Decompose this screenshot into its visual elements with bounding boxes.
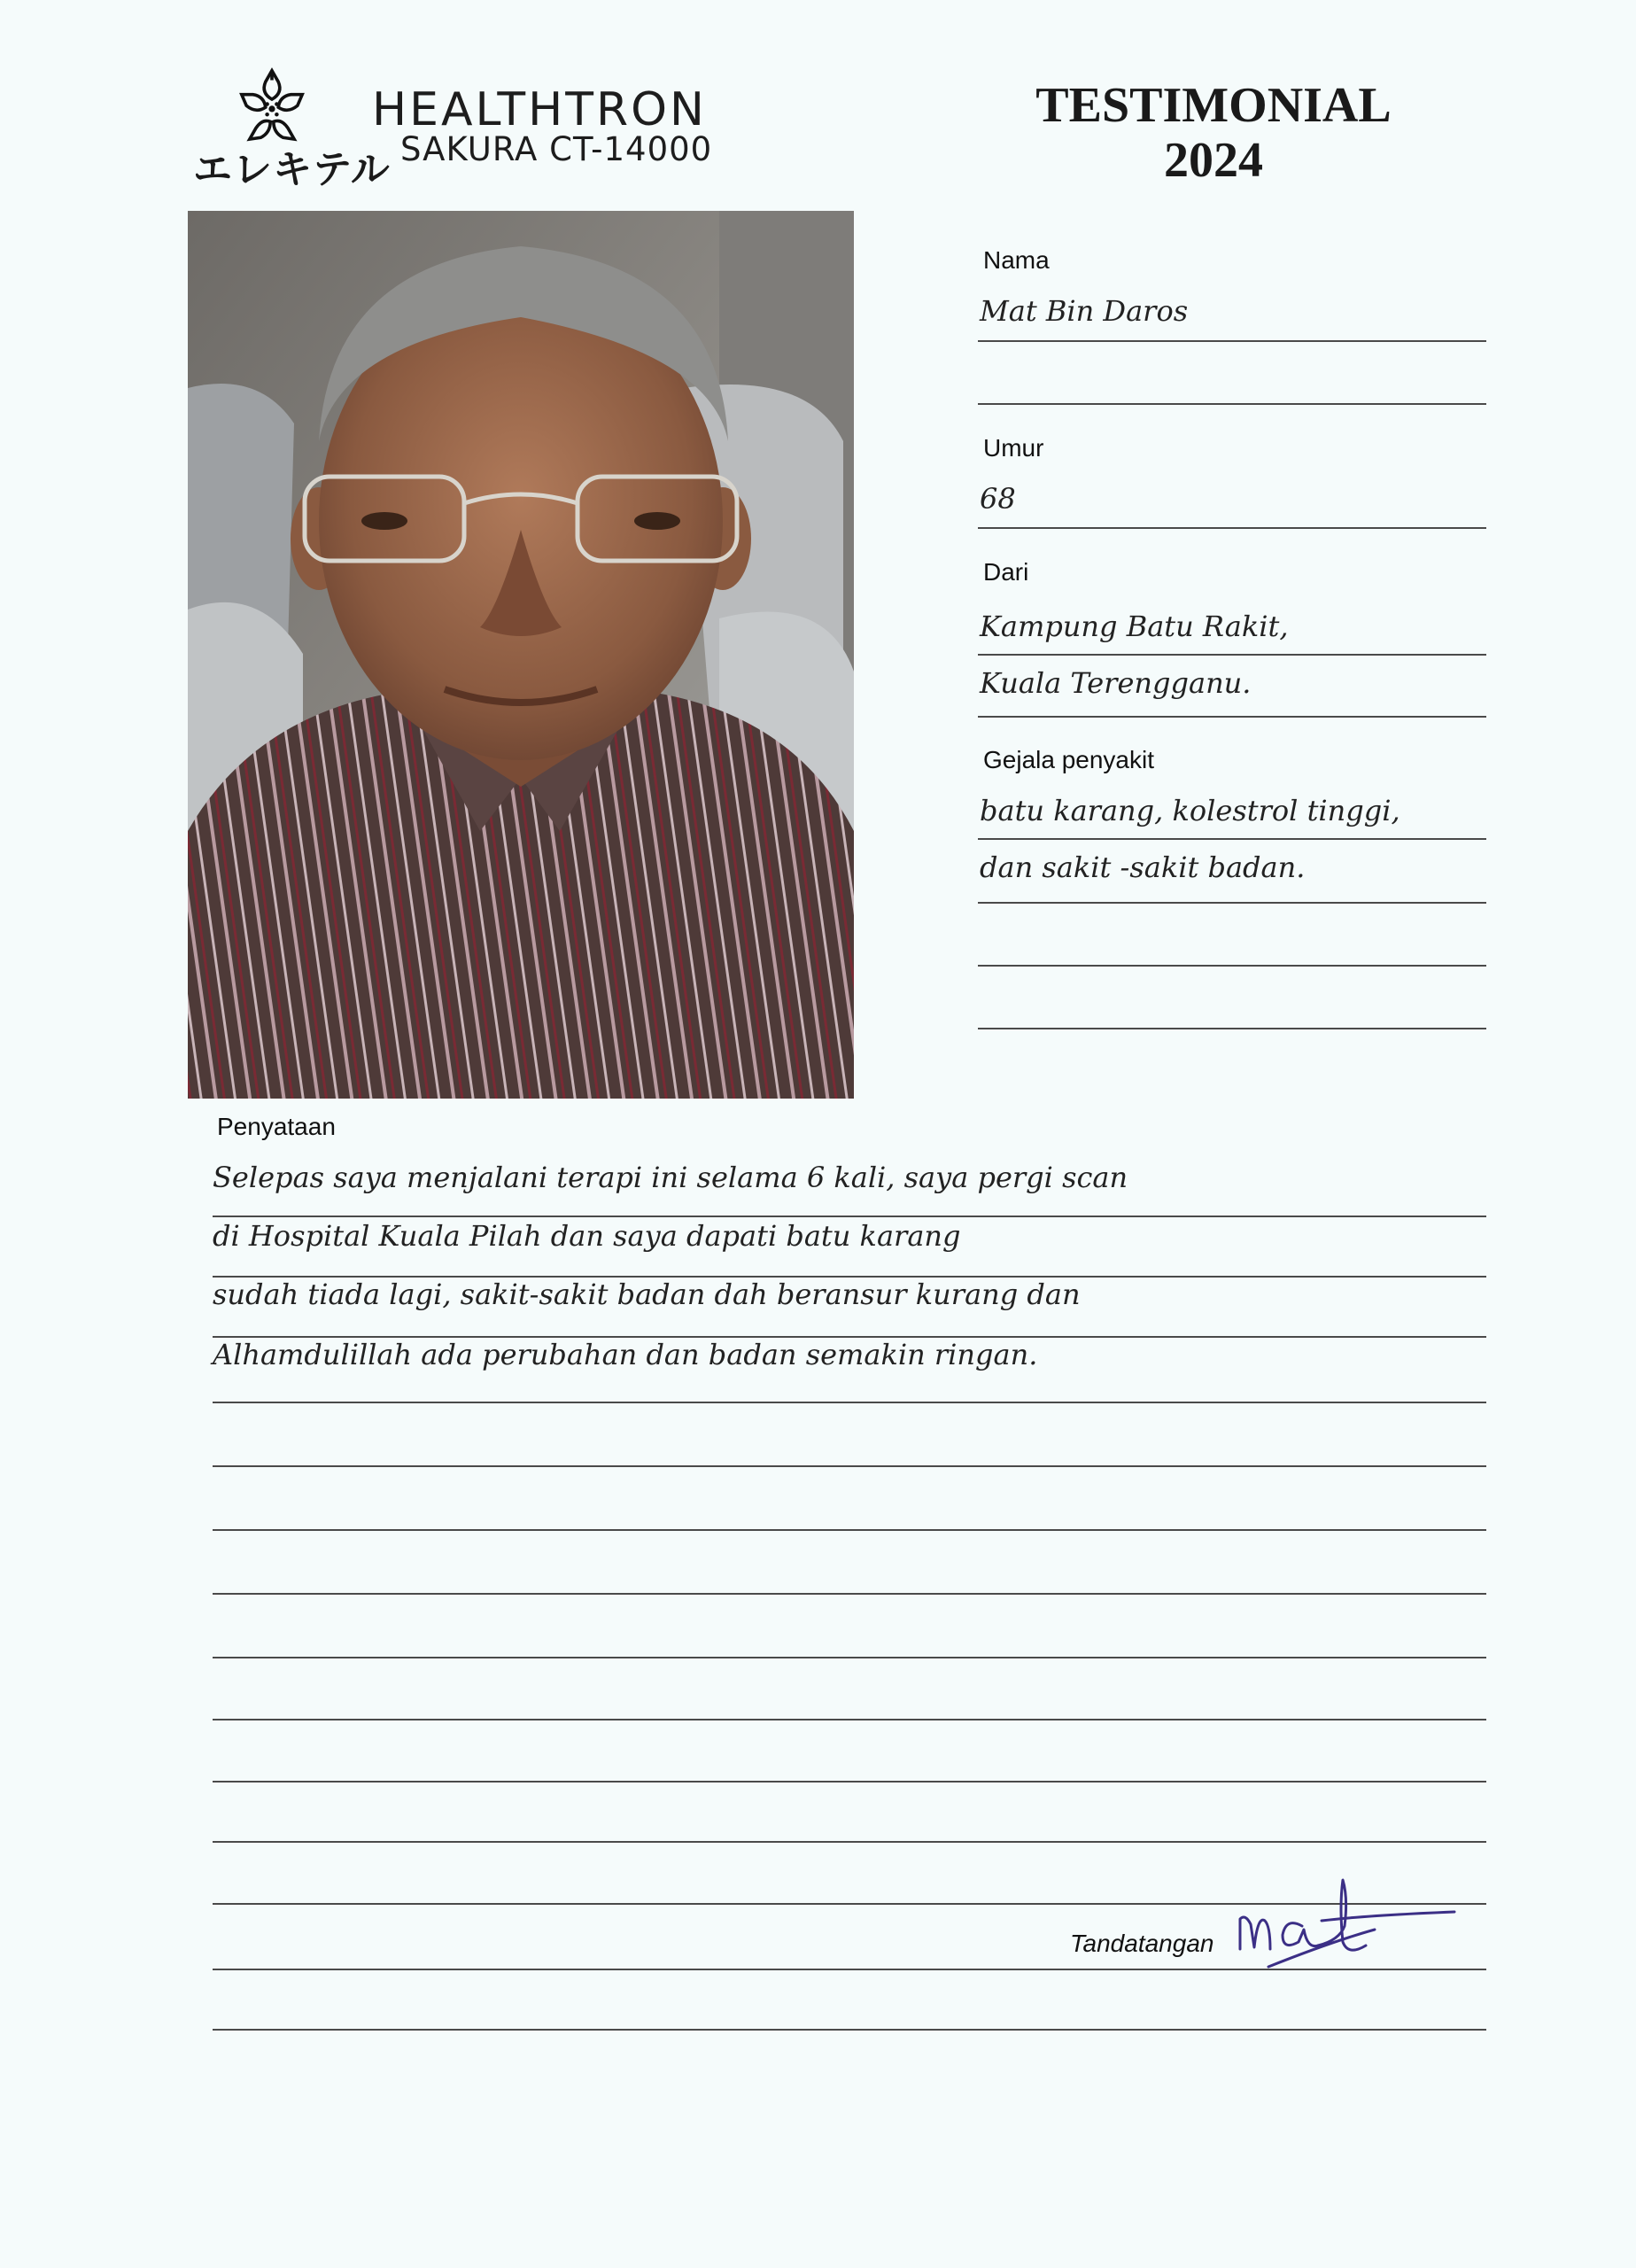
penyataan-rule-10 — [213, 1781, 1486, 1783]
sakura-flower-logo-icon — [232, 64, 312, 152]
dari-value-line2: Kuala Terengganu. — [980, 666, 1252, 700]
dari-value-line1: Kampung Batu Rakit, — [980, 610, 1289, 643]
penyataan-line-3: sudah tiada lagi, sakit-sakit badan dah beransur kurang dan — [213, 1278, 1081, 1311]
tandatangan-label: Tandatangan — [1070, 1930, 1214, 1957]
penyataan-rule-8 — [213, 1657, 1486, 1658]
penyataan-rule-7 — [213, 1593, 1486, 1595]
gejala-rule-2 — [978, 902, 1486, 904]
umur-value: 68 — [980, 482, 1016, 516]
model-name: SAKURA CT-14000 — [400, 130, 713, 168]
penyataan-rule-1 — [213, 1216, 1486, 1217]
dari-rule-1 — [978, 654, 1486, 656]
portrait-photo — [188, 211, 854, 1099]
dari-rule-2 — [978, 716, 1486, 718]
penyataan-label: Penyataan — [217, 1113, 336, 1140]
umur-label: Umur — [983, 434, 1044, 462]
gejala-value-line1: batu karang, kolestrol tinggi, — [980, 794, 1400, 827]
gejala-value-line2: dan sakit -sakit badan. — [980, 850, 1306, 884]
nama-rule — [978, 340, 1486, 342]
nama-label: Nama — [983, 246, 1050, 274]
penyataan-rule-14 — [213, 2029, 1486, 2031]
brand-name: HEALTHTRON — [372, 83, 707, 136]
dari-label: Dari — [983, 558, 1029, 586]
penyataan-rule-4 — [213, 1402, 1486, 1403]
title-testimonial: TESTIMONIAL — [1035, 78, 1392, 133]
penyataan-rule-9 — [213, 1719, 1486, 1720]
gejala-rule-4 — [978, 1028, 1486, 1029]
penyataan-line-4: Alhamdulillah ada perubahan dan badan semakin ringan. — [213, 1338, 1038, 1371]
penyataan-line-1: Selepas saya menjalani terapi ini selama 6 kali, saya pergi scan — [213, 1161, 1128, 1194]
page-title — [1010, 78, 1417, 188]
umur-rule — [978, 527, 1486, 529]
penyataan-rule-6 — [213, 1529, 1486, 1531]
gejala-label: Gejala penyakit — [983, 746, 1155, 773]
penyataan-line-2: di Hospital Kuala Pilah dan saya dapati batu karang — [213, 1219, 961, 1253]
nama-rule-2 — [978, 403, 1486, 405]
penyataan-rule-11 — [213, 1841, 1486, 1843]
signature-image — [1233, 1871, 1463, 1986]
gejala-rule-3 — [978, 965, 1486, 967]
title-year: 2024 — [1164, 133, 1263, 188]
penyataan-rule-5 — [213, 1465, 1486, 1467]
nama-value: Mat Bin Daros — [980, 294, 1189, 328]
gejala-rule-1 — [978, 838, 1486, 840]
logo-katakana: エレキテル — [193, 147, 391, 192]
